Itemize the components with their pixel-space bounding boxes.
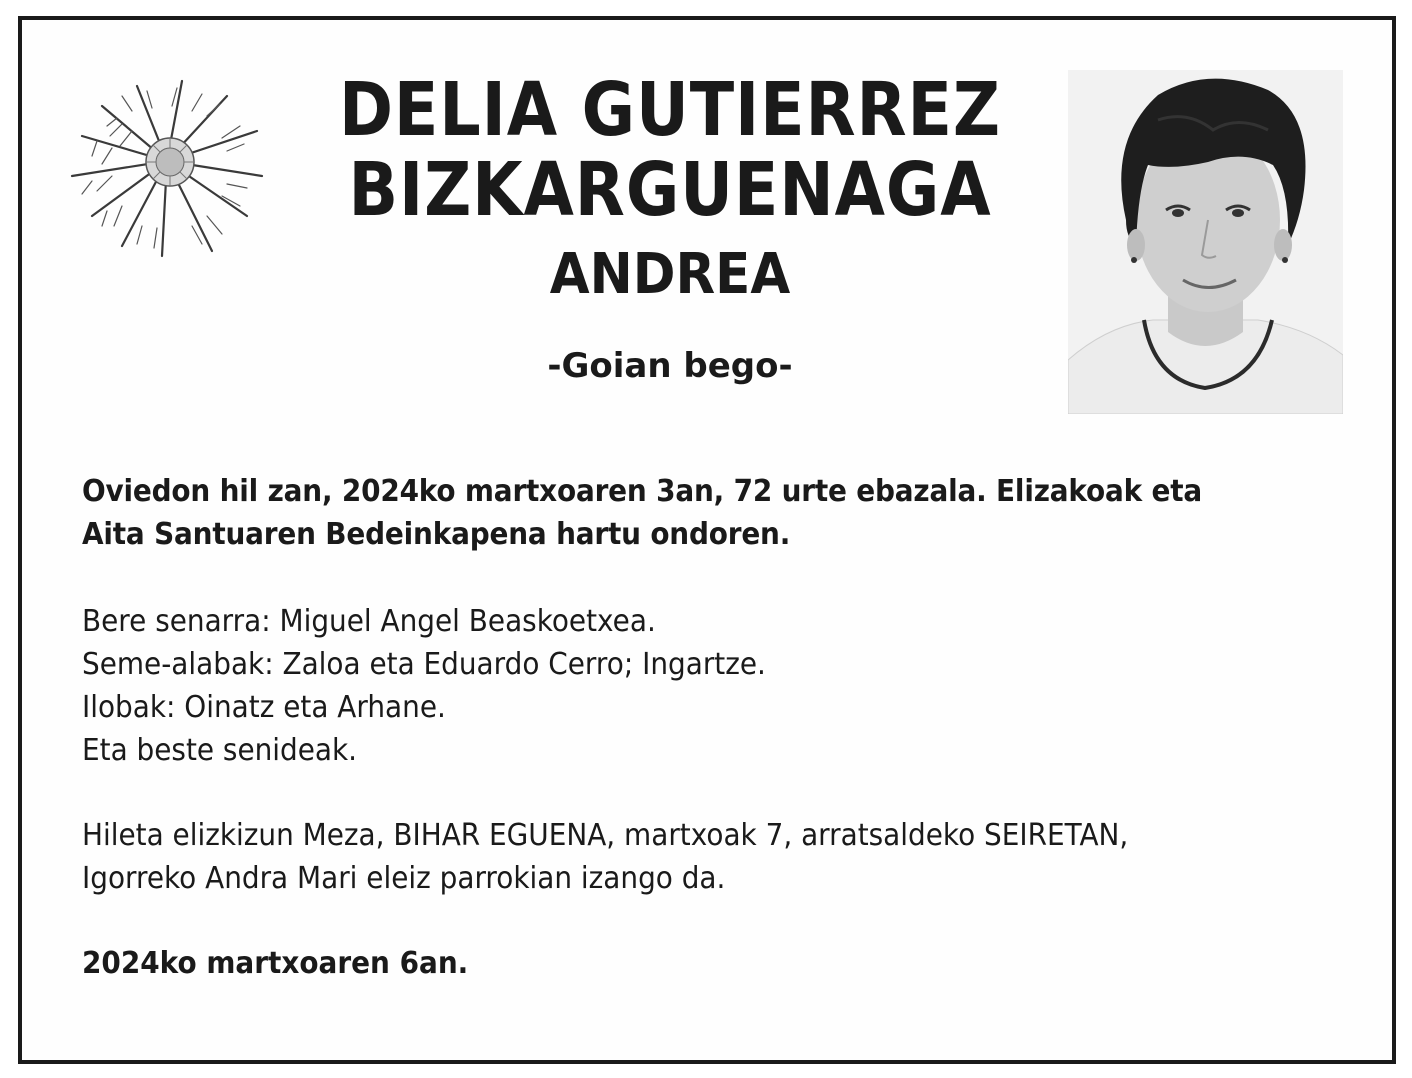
- relative-spouse: Bere senarra: Miguel Angel Beaskoetxea.: [82, 604, 656, 639]
- funeral-info-line1: Hileta elizkizun Meza, BIHAR EGUENA, martxoak 7, arratsaldeko SEIRETAN,: [82, 818, 1129, 853]
- deceased-name-line1: DELIA GUTIERREZ: [338, 67, 1001, 153]
- rip-phrase: -Goian bego-: [547, 346, 793, 386]
- relative-children: Seme-alabak: Zaloa eta Eduardo Cerro; Ingartze.: [82, 647, 766, 682]
- title-andrea: ANDREA: [549, 242, 791, 307]
- portrait-photo: [1068, 70, 1343, 414]
- notice-body: [82, 470, 1342, 985]
- death-announcement-line2: Aita Santuaren Bedeinkapena hartu ondoren.: [82, 517, 791, 552]
- relative-grandchildren: Ilobak: Oinatz eta Arhane.: [82, 690, 446, 725]
- relative-others: Eta beste senideak.: [82, 733, 358, 768]
- death-announcement-line1: Oviedon hil zan, 2024ko martxoaren 3an, 72 urte ebazala. Elizakoak eta: [82, 474, 1203, 509]
- funeral-info-line2: Igorreko Andra Mari eleiz parrokian izango da.: [82, 861, 726, 896]
- deceased-name-line2: BIZKARGUENAGA: [348, 147, 992, 233]
- notice-date: 2024ko martxoaren 6an.: [82, 946, 469, 981]
- thistle-flower-icon: [62, 66, 272, 266]
- name-block: [260, 67, 1080, 388]
